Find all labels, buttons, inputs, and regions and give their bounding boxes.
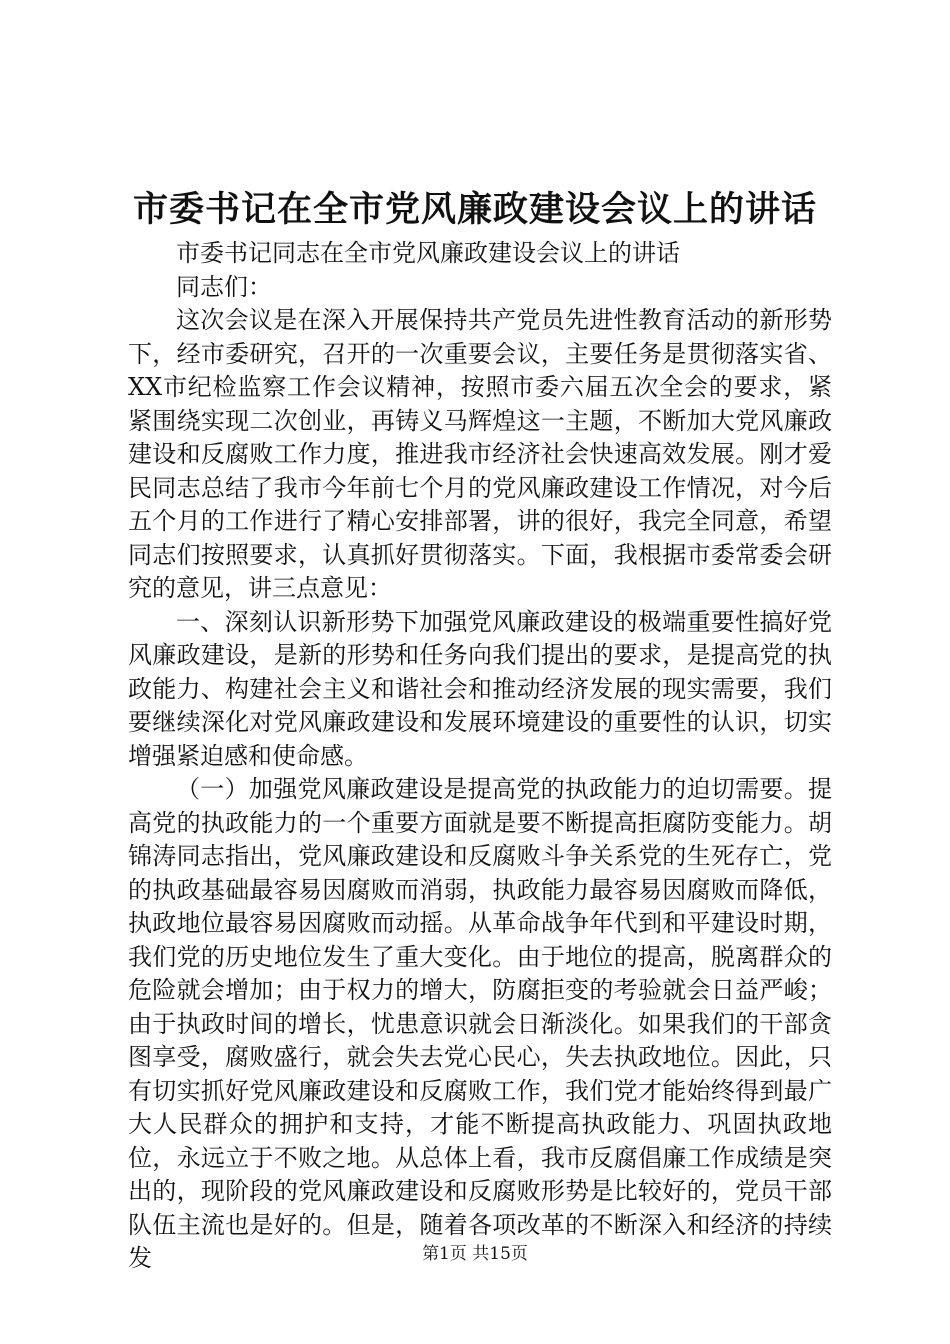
paragraph-section-one: 一、深刻认识新形势下加强党风廉政建设的极端重要性搞好党风廉政建设，是新的形势和任务向我们提出的要求，是提高党的执政能力、构建社会主义和谐社会和推动经济发展的现实需要，我们要继续深化对党风廉政建设和发展环境建设的重要性的认识，切实增强紧迫感和使命感。 — [128, 607, 832, 770]
paragraph-subtitle: 市委书记同志在全市党风廉政建设会议上的讲话 — [176, 239, 680, 267]
paragraph-salutation: 同志们： — [176, 272, 272, 301]
page-number-footer: 第1页 共15页 — [422, 1244, 528, 1264]
paragraph-intro: 这次会议是在深入开展保持共产党员先进性教育活动的新形势下，经市委研究，召开的一次重要会议，主要任务是贯彻落实省、XX市纪检监察工作会议精神，按照市委六届五次全会的要求，紧紧围绕实现二次创业，再铸义马辉煌这一主题，不断加大党风廉政建设和反腐败工作力度，推进我市经济社会快速高效发展。刚才爱民同志总结了我市今年前七个月的党风廉政建设工作情况，对今后五个月的工作进行了精心安排部署，讲的很好，我完全同意，希望同志们按照要求，认真抓好贯彻落实。下面，我根据市委常委会研究的意见，讲三点意见： — [128, 306, 832, 602]
document-body — [128, 237, 832, 1276]
document-title: 市委书记在全市党风廉政建设会议上的讲话 — [132, 189, 817, 230]
paragraph-subsection-one: （一）加强党风廉政建设是提高党的执政能力的迫切需要。提高党的执政能力的一个重要方面就是要不断提高拒腐防变能力。胡锦涛同志指出，党风廉政建设和反腐败斗争关系党的生死存亡，党的执政基础最容易因腐败而消弱，执政能力最容易因腐败而降低，执政地位最容易因腐败而动摇。从革命战争年代到和平建设时期，我们党的历史地位发生了重大变化。由于地位的提高，脱离群众的危险就会增加；由于权力的增大，防腐拒变的考验就会日益严峻；由于执政时间的增长，忧患意识就会日渐淡化。如果我们的干部贪图享受，腐败盛行，就会失去党心民心，失去执政地位。因此，只有切实抓好党风廉政建设和反腐败工作，我们党才能始终得到最广大人民群众的拥护和支持，才能不断提高执政能力、巩固执政地位，永远立于不败之地。从总体上看，我市反腐倡廉工作成绩是突出的，现阶段的党风廉政建设和反腐败形势是比较好的，党员干部队伍主流也是好的。但是，随着各项改革的不断深入和经济的持续发 — [128, 775, 832, 1272]
